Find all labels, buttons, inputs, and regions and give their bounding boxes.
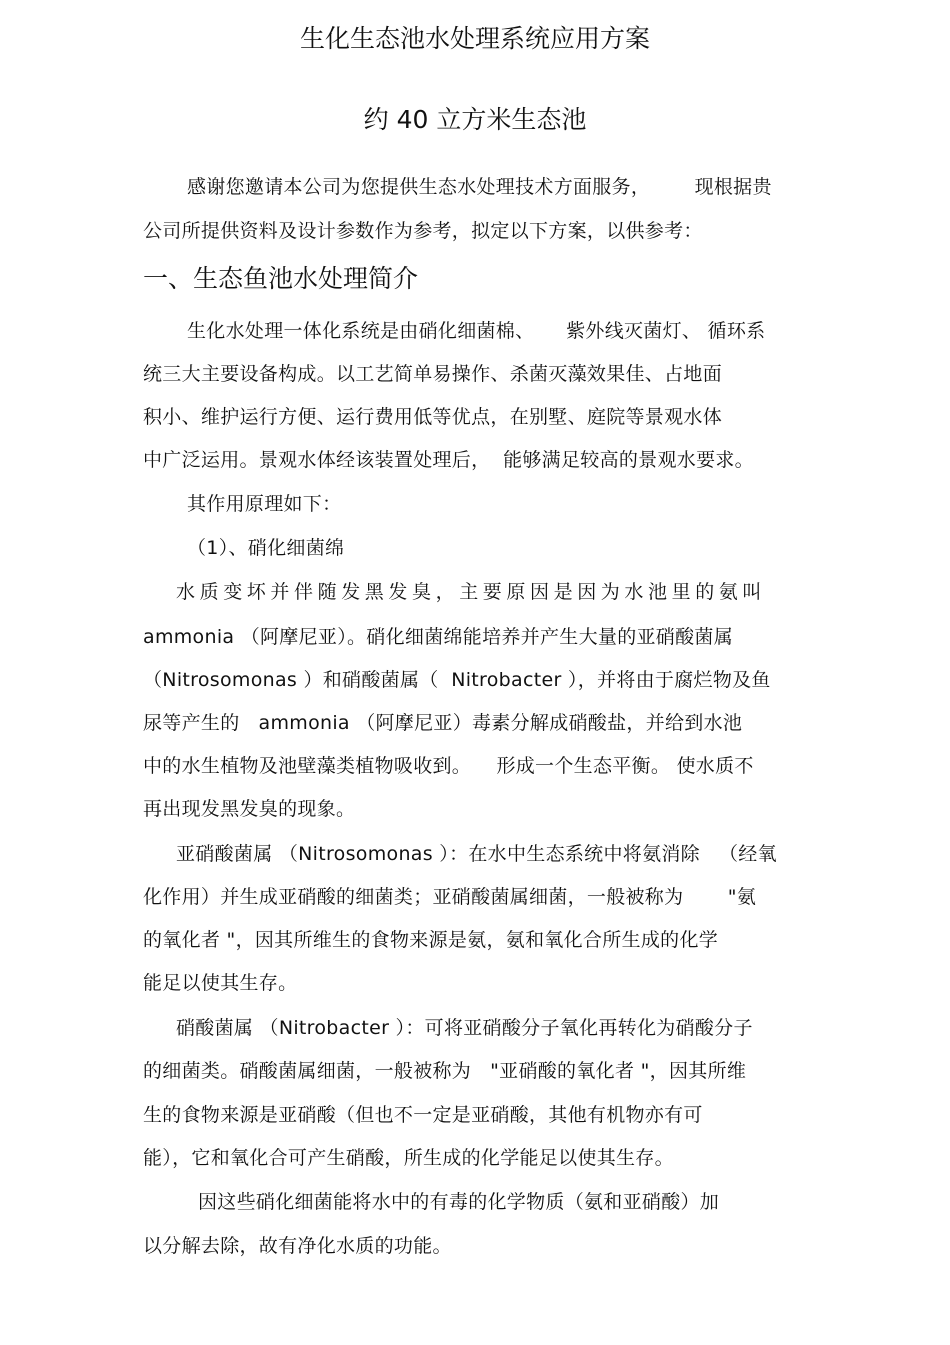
item1-para-line-1: 水质变坏并伴随发黑发臭，主要原因是因为水池里的氨叫 [176, 581, 767, 603]
nitrosomonas-para-line-3: 的氧化者 "，因其所维生的食物来源是氨，氨和氧化合所生成的化学 [143, 929, 719, 951]
nitrosomonas-para-line-1: 亚硝酸菌属 （Nitrosomonas ）：在水中生态系统中将氨消除 （经氧 [176, 843, 777, 865]
item1-para-line-2: ammonia （阿摩尼亚）。硝化细菌绵能培养并产生大量的亚硝酸菌属 [143, 626, 733, 648]
intro-line-2: 公司所提供资料及设计参数作为参考，拟定以下方案，以供参考： [143, 220, 703, 242]
nitrobacter-para-line-2: 的细菌类。硝酸菌属细菌，一般被称为 "亚硝酸的氧化者 "，因其所维 [143, 1060, 747, 1082]
section-heading-1: 一、生态鱼池水处理简介 [143, 264, 419, 293]
conclusion-para-line-2: 以分解去除，故有净化水质的功能。 [143, 1235, 452, 1257]
document-title: 生化生态池水处理系统应用方案 [299, 24, 650, 53]
nitrobacter-para-line-3: 生的食物来源是亚硝酸（但也不一定是亚硝酸，其他有机物亦有可 [143, 1104, 703, 1126]
document-subtitle: 约 40 立方米生态池 [363, 105, 587, 134]
section1-para1-line-3: 积小、维护运行方便、运行费用低等优点，在别墅、庭院等景观水体 [143, 406, 723, 428]
nitrosomonas-para-line-2: 化作用）并生成亚硝酸的细菌类；亚硝酸菌属细菌，一般被称为 "氨 [143, 886, 757, 908]
item1-para-line-3: （Nitrosomonas ）和硝酸菌属（ Nitrobacter ），并将由于腐烂物及鱼 [143, 669, 771, 691]
section1-para1-line-1: 生化水处理一体化系统是由硝化细菌棉、 紫外线灭菌灯、 循环系 [187, 320, 766, 342]
item1-heading: （1）、硝化细菌绵 [187, 537, 345, 559]
item1-para-line-4: 尿等产生的 ammonia （阿摩尼亚）毒素分解成硝酸盐，并给到水池 [143, 712, 743, 734]
item1-para-line-5: 中的水生植物及池壁藻类植物吸收到。 形成一个生态平衡。 使水质不 [143, 755, 754, 777]
item1-para-line-6: 再出现发黑发臭的现象。 [143, 798, 356, 820]
principle-intro: 其作用原理如下： [187, 493, 342, 515]
nitrobacter-para-line-4: 能），它和氧化合可产生硝酸，所生成的化学能足以使其生存。 [143, 1147, 674, 1169]
nitrobacter-para-line-1: 硝酸菌属 （Nitrobacter ）：可将亚硝酸分子氧化再转化为硝酸分子 [176, 1017, 753, 1039]
section1-para1-line-4: 中广泛运用。景观水体经该装置处理后， 能够满足较高的景观水要求。 [143, 449, 754, 471]
nitrosomonas-para-line-4: 能足以使其生存。 [143, 972, 298, 994]
section1-para1-line-2: 统三大主要设备构成。以工艺简单易操作、杀菌灭藻效果佳、占地面 [143, 363, 723, 385]
intro-line-1: 感谢您邀请本公司为您提供生态水处理技术方面服务， 现根据贵 [187, 176, 772, 198]
conclusion-para-line-1: 因这些硝化细菌能将水中的有毒的化学物质（氨和亚硝酸）加 [198, 1191, 720, 1213]
